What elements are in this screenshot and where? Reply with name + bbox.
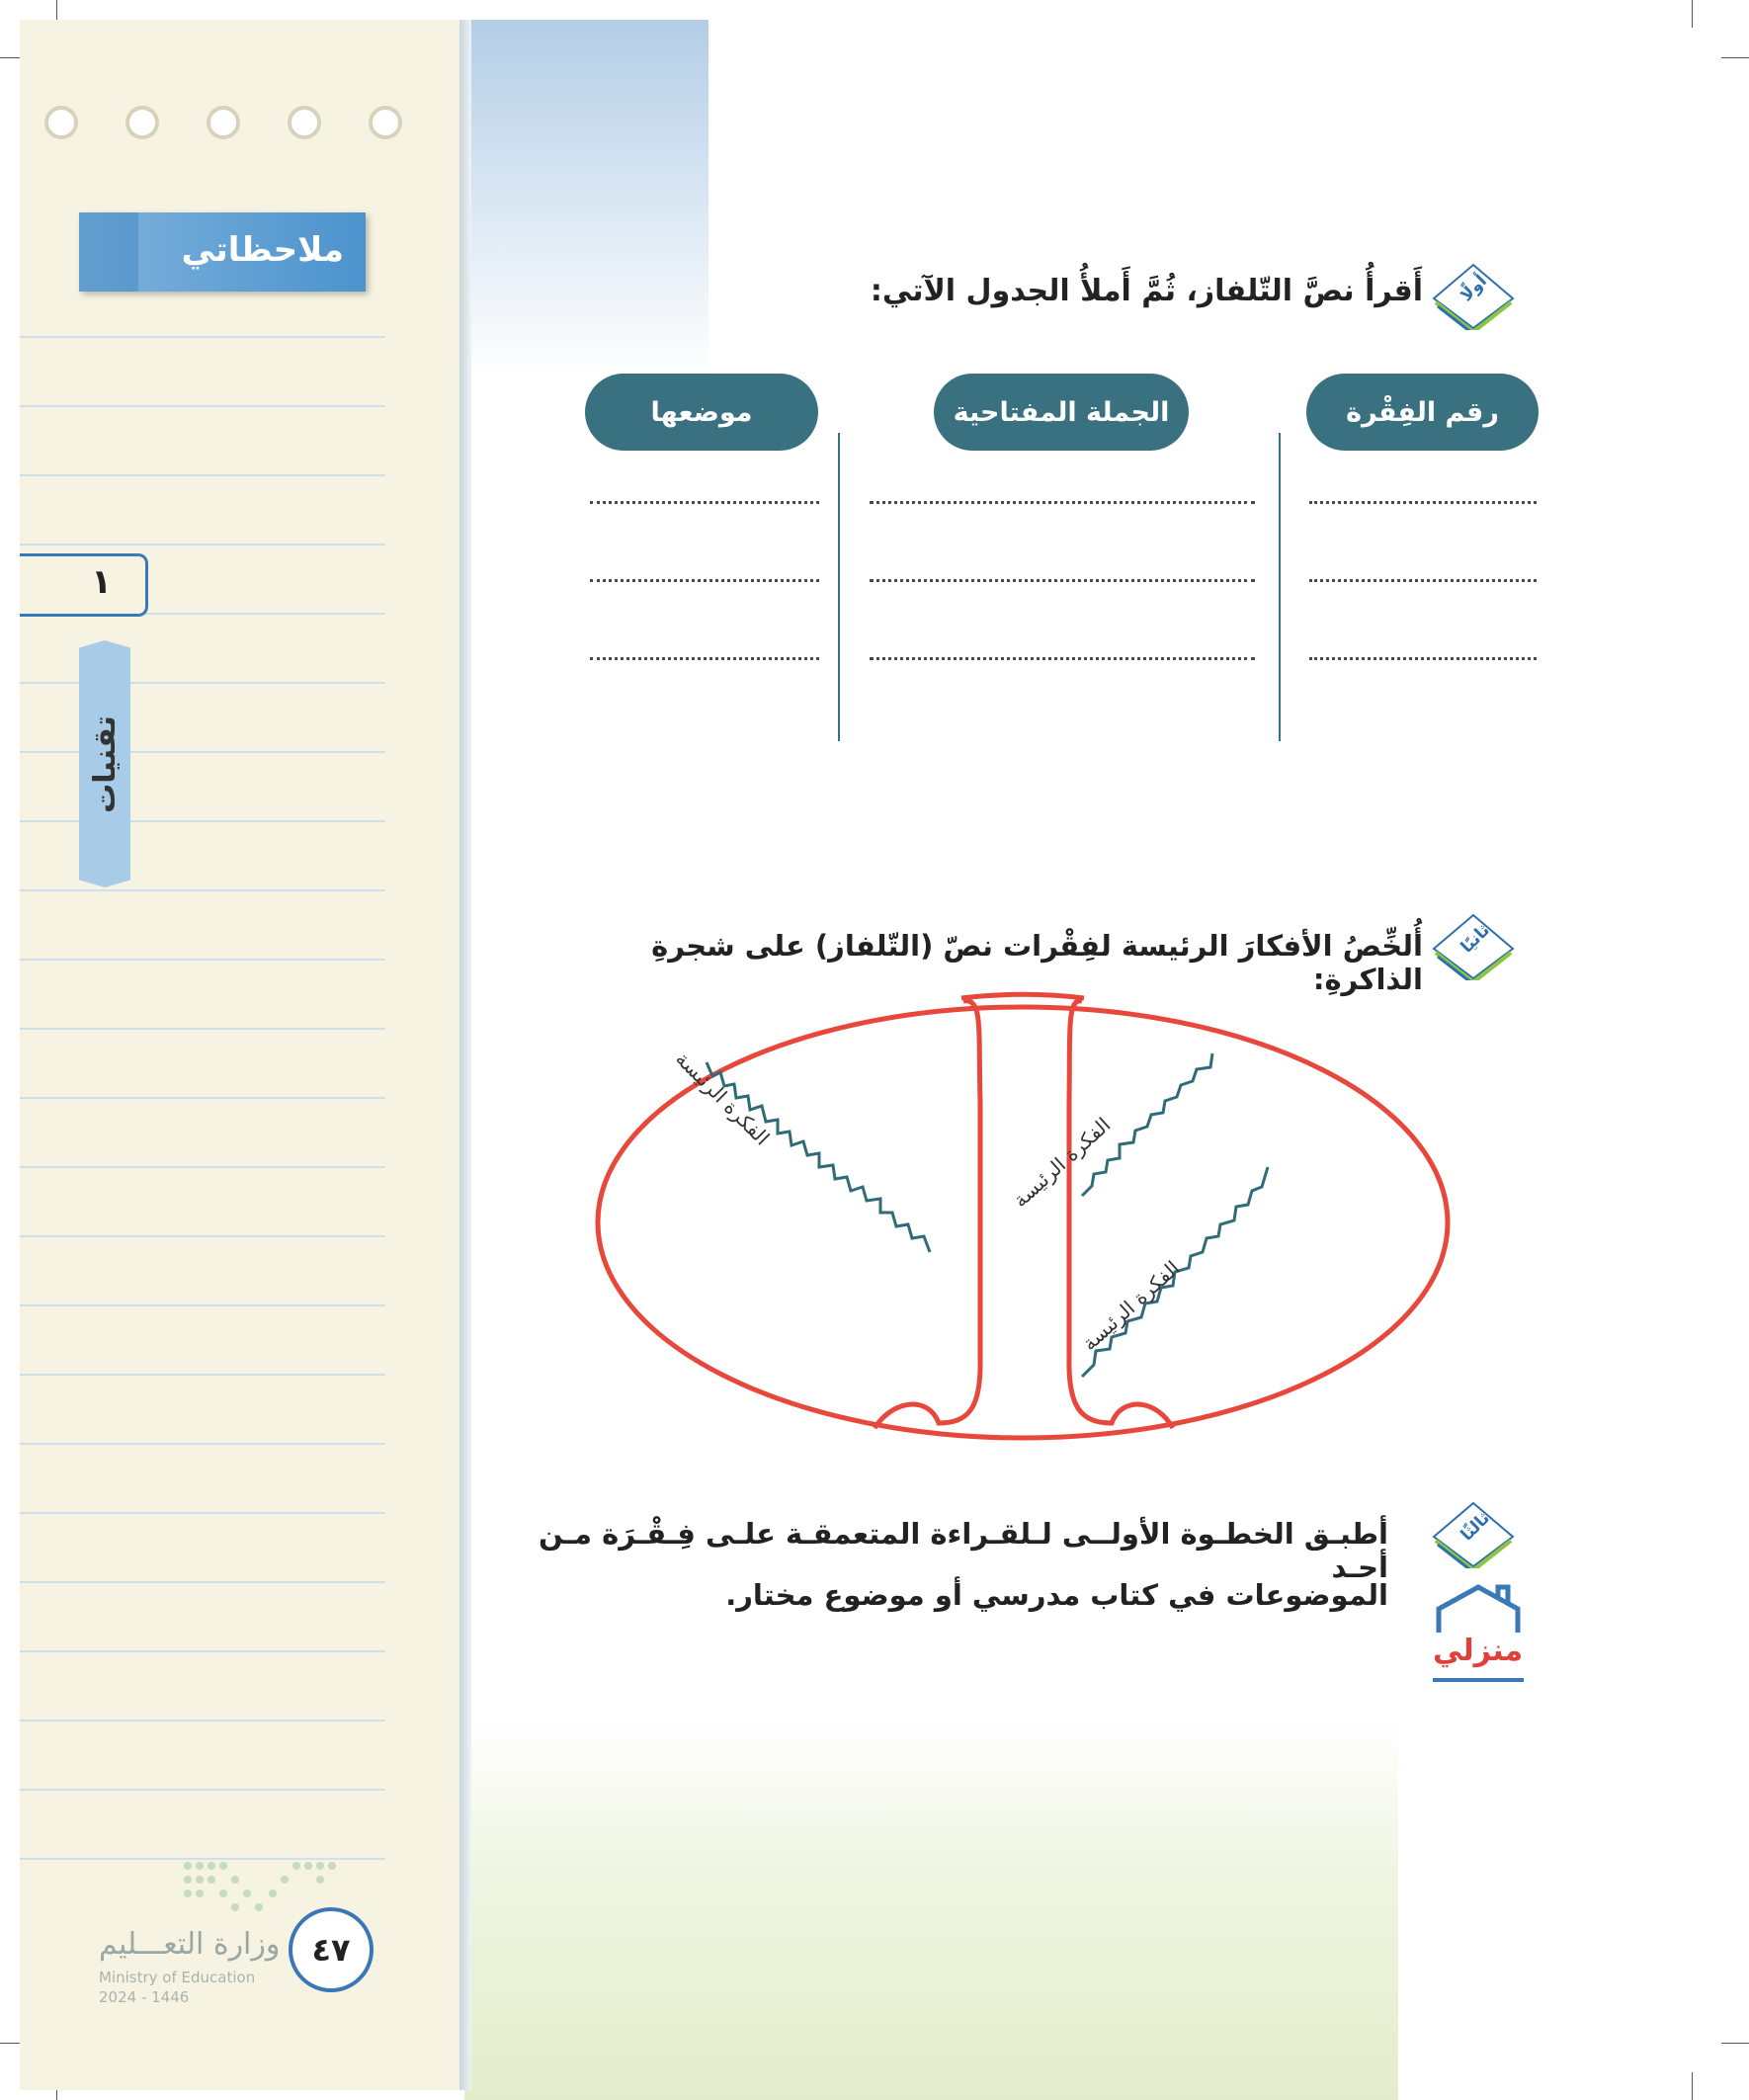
table-cell-blank[interactable]: [590, 579, 819, 582]
table-cell-blank[interactable]: [590, 501, 819, 504]
edition-year: 2024 - 1446: [99, 1988, 190, 2006]
table-cell-blank[interactable]: [590, 657, 819, 660]
section-badge-label: أولًا: [1457, 271, 1491, 306]
table-cell-blank[interactable]: [1309, 657, 1537, 660]
table-cell-blank[interactable]: [1309, 501, 1537, 504]
notebook-edge-shadow: [459, 20, 471, 2090]
home-icon: [1433, 1581, 1524, 1640]
section-badge-icon: [1428, 259, 1519, 330]
tree-canopy-outline: [598, 1007, 1448, 1438]
home-underline: [1433, 1678, 1524, 1682]
section-badge-label: ثانيًا: [1457, 920, 1494, 958]
unit-number-box: [20, 553, 148, 617]
crop-mark: [1721, 57, 1749, 58]
section-3-instruction-line2: الموضوعات في كتاب مدرسي أو موضوع مختار.: [725, 1578, 1388, 1612]
branch-label: الفكرة الرئيسة: [671, 1047, 775, 1150]
tree-trunk-outline: [874, 1001, 1173, 1428]
notes-sidebar: [20, 20, 464, 2090]
table-cell-blank[interactable]: [870, 501, 1255, 504]
memory-tree-diagram: [588, 983, 1458, 1458]
section-3-instruction-line1: أطبـق الخطـوة الأولــى لـلقـراءة المتعمقـة علـى فِـقْـرَة مـن أحـد: [539, 1517, 1388, 1584]
page-number: ٤٧: [311, 1931, 351, 1969]
branch-left: [707, 1062, 930, 1252]
ministry-name-english: Ministry of Education: [99, 1969, 256, 1986]
table-cell-blank[interactable]: [870, 579, 1255, 582]
table-header-location: موضعها: [585, 374, 818, 451]
table-divider: [1279, 433, 1281, 741]
binder-hole: [369, 106, 402, 139]
tree-trunk-top: [961, 994, 1084, 998]
binder-hole: [288, 106, 321, 139]
notes-title: ملاحظاتي: [181, 230, 344, 270]
section-badge-icon: [1428, 909, 1519, 980]
crop-mark: [1692, 0, 1693, 28]
decorative-blue-block: [466, 20, 708, 376]
section-badge-icon: [1428, 1497, 1519, 1568]
decorative-green-gradient: [464, 1720, 1398, 2100]
crop-mark: [1692, 2072, 1693, 2100]
table-header-key-sentence: الجملة المفتاحية: [934, 374, 1189, 451]
table-cell-blank[interactable]: [1309, 579, 1537, 582]
ministry-name-arabic: وزارة التعـــليم: [99, 1927, 281, 1962]
binder-hole: [44, 106, 78, 139]
notes-tab: [79, 212, 366, 292]
branch-label: الفكرة الرئيسة: [1077, 1255, 1185, 1356]
table-cell-blank[interactable]: [870, 657, 1255, 660]
table-divider: [838, 433, 840, 741]
section-2-instruction: أُلخِّصُ الأفكارَ الرئيسة لفِقْرات نصّ (التّلفاز) على شجرةِ الذاكرةِ:: [651, 929, 1423, 996]
page-number-circle: [289, 1907, 374, 1992]
home-assignment-label: منزلي: [1433, 1634, 1524, 1668]
crop-mark: [1721, 2043, 1749, 2044]
branch-label: الفكرة الرئيسة: [1008, 1112, 1116, 1213]
section-badge-label: ثالثًا: [1457, 1508, 1494, 1546]
section-1-instruction: أَقرأُ نصَّ التّلفاز، ثُمَّ أَملأُ الجدول الآتي:: [870, 274, 1423, 308]
binder-hole: [207, 106, 240, 139]
table-header-paragraph-number: رقم الفِقْرة: [1306, 374, 1539, 451]
binder-hole: [125, 106, 159, 139]
unit-number: ١: [91, 562, 112, 602]
unit-ribbon-label: تقنيات: [87, 714, 123, 813]
